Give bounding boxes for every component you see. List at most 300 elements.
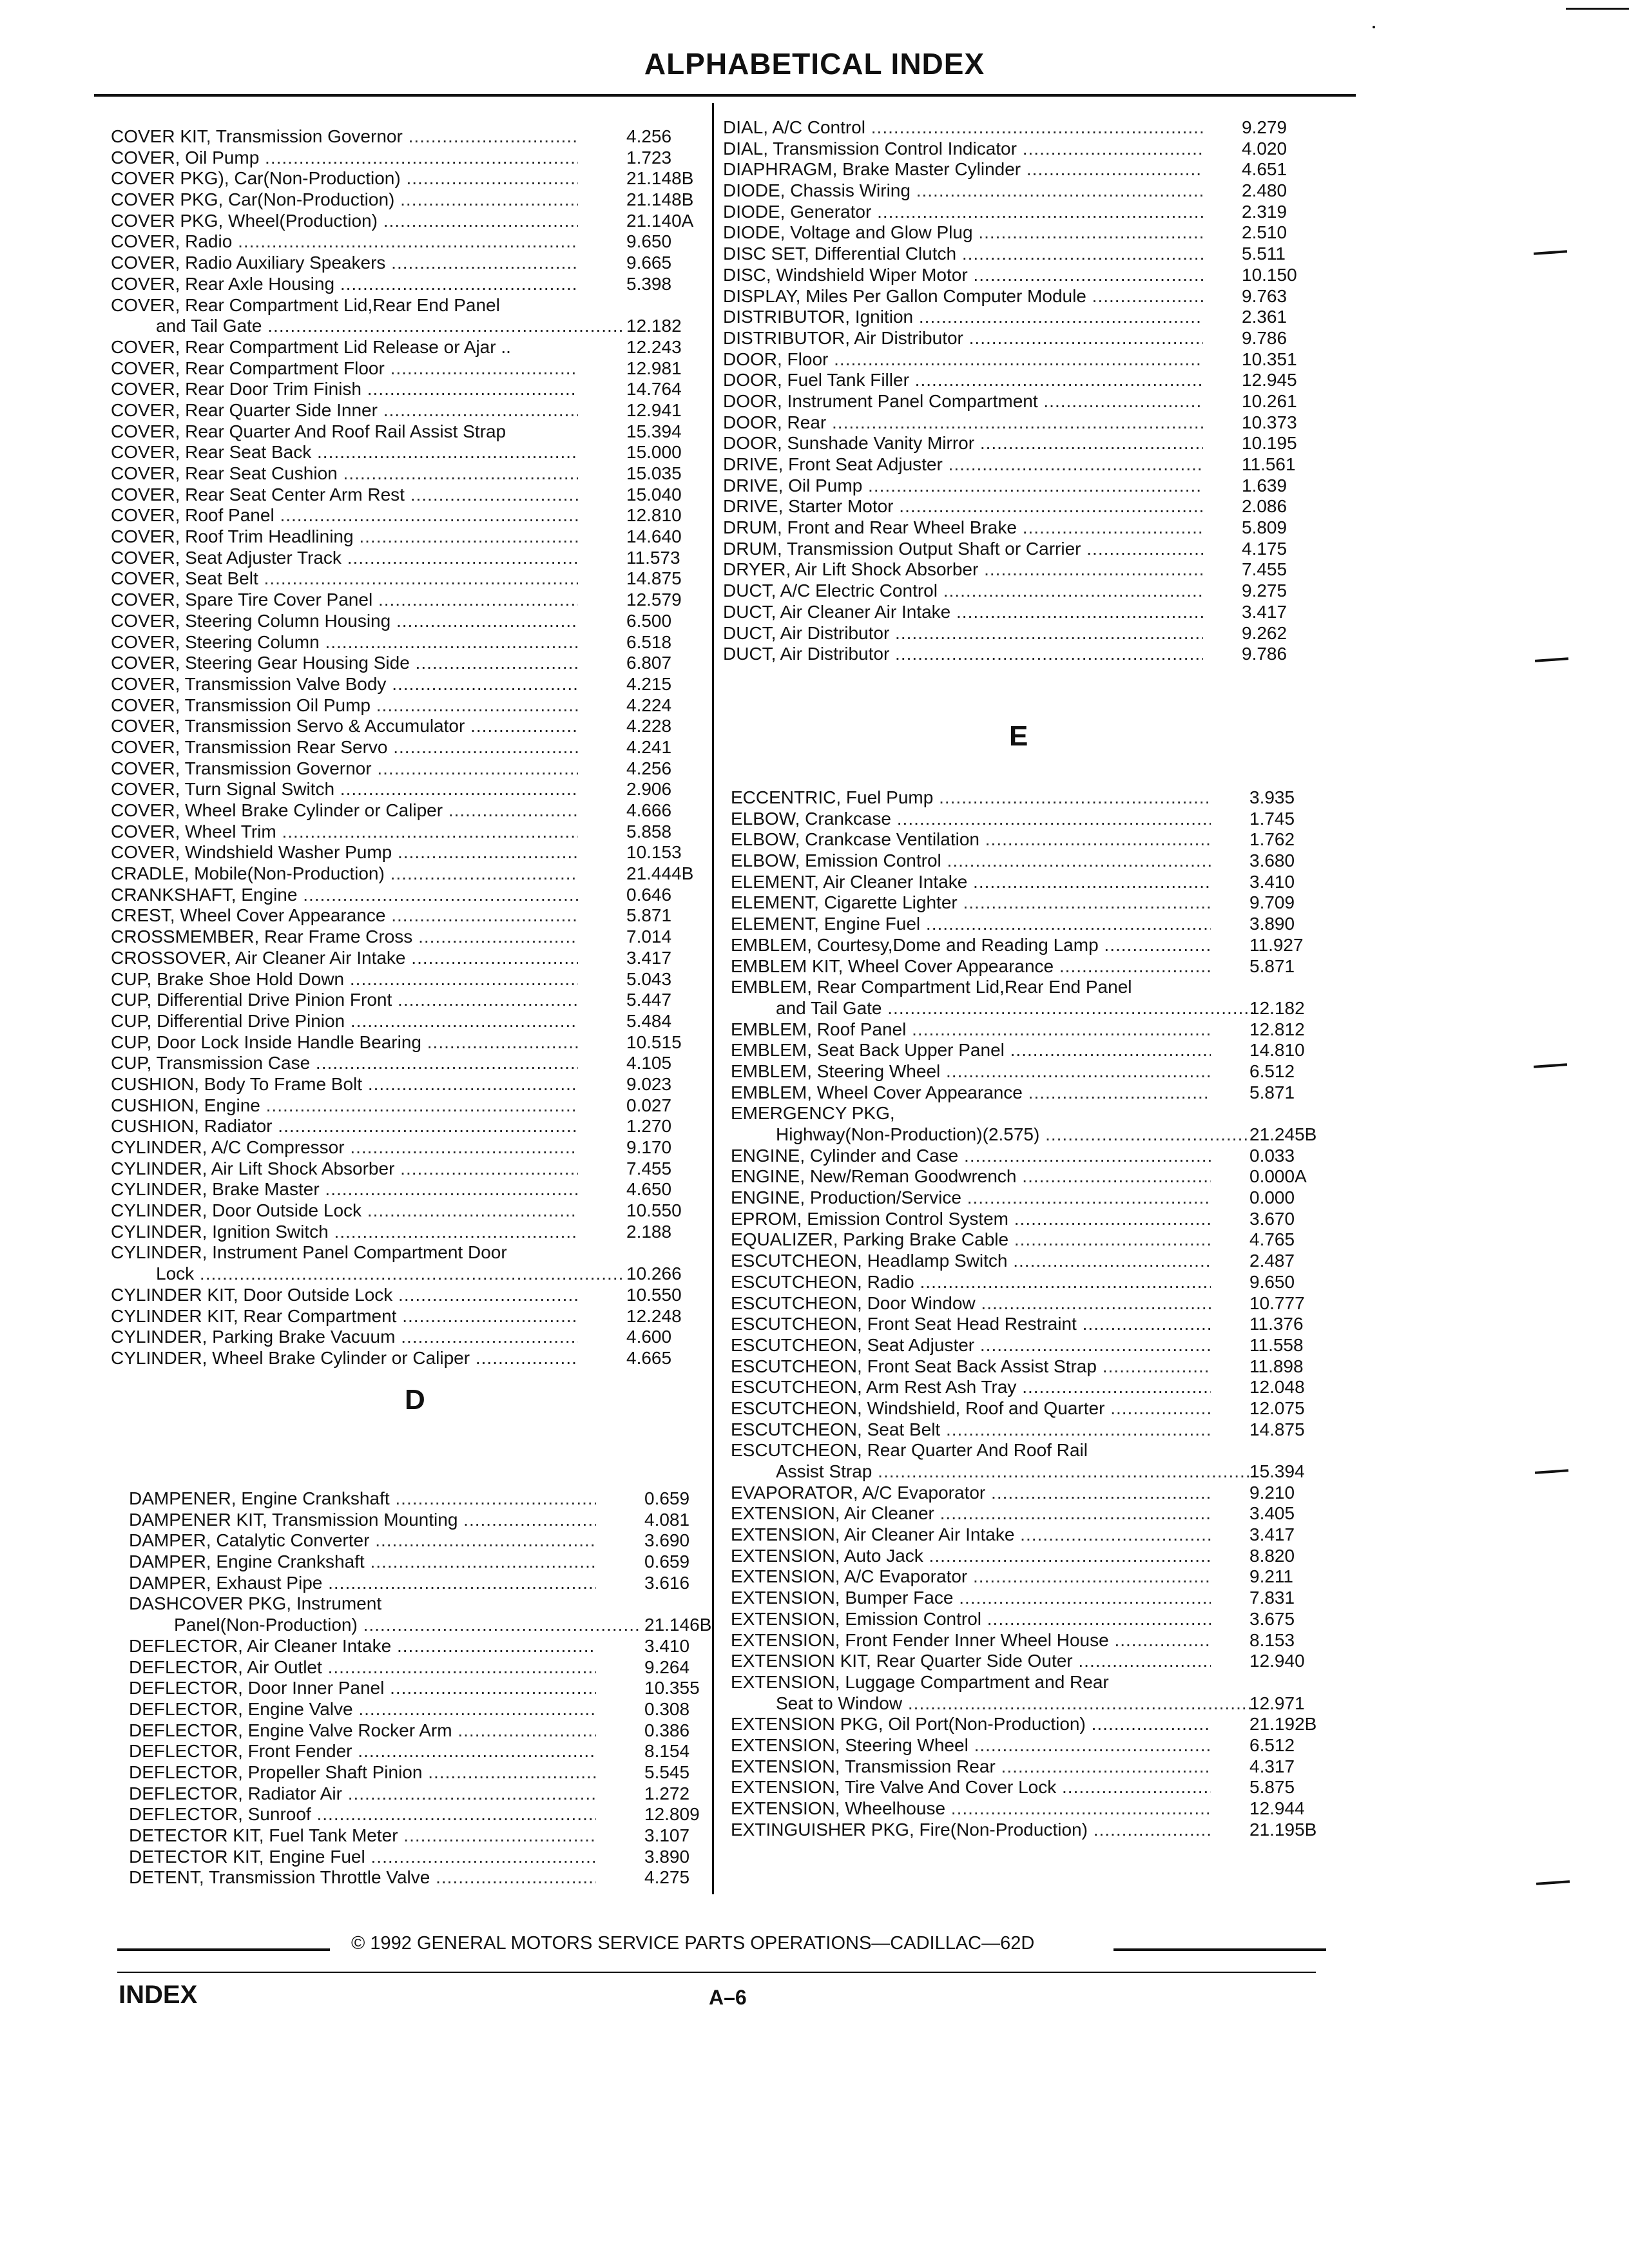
index-entry	[723, 286, 1367, 307]
index-entry	[731, 1019, 1375, 1041]
entry-label: COVER, Windshield Washer Pump .....	[111, 842, 578, 863]
entry-page-ref: 5.875	[1249, 1777, 1295, 1798]
entry-label: EXTENSION, Front Fender Inner Wheel House .....	[731, 1630, 1211, 1651]
entry-page-ref: 0.386	[644, 1720, 690, 1740]
index-entry	[129, 1699, 709, 1720]
entry-label: DEFLECTOR, Air Outlet .....	[129, 1657, 596, 1678]
index-entry	[129, 1510, 709, 1531]
entry-label: ESCUTCHEON, Front Seat Back Assist Strap .....	[731, 1356, 1211, 1378]
entry-label: CUSHION, Engine .....	[111, 1095, 578, 1117]
entry-label: DEFLECTOR, Sunroof .....	[129, 1804, 596, 1825]
entry-label: and Tail Gate .....	[731, 998, 1256, 1019]
entry-page-ref: 11.376	[1249, 1314, 1304, 1334]
index-entry	[111, 969, 710, 990]
index-entry	[731, 1546, 1375, 1567]
index-entry	[731, 998, 1375, 1019]
entry-page-ref: 5.545	[644, 1762, 690, 1782]
index-entry	[111, 590, 710, 611]
entry-label: COVER, Rear Quarter And Roof Rail Assist Strap	[111, 421, 506, 441]
index-entry	[731, 956, 1375, 977]
entry-page-ref: 15.394	[1249, 1461, 1305, 1481]
index-column-c	[111, 126, 710, 1369]
entry-label: COVER, Rear Compartment Lid,Rear End Panel	[111, 294, 500, 315]
entry-label: DOOR, Instrument Panel Compartment .....	[723, 391, 1203, 412]
entry-page-ref: 8.153	[1249, 1629, 1295, 1650]
entry-label: CYLINDER, Ignition Switch .....	[111, 1222, 578, 1243]
entry-page-ref: 11.927	[1249, 934, 1304, 955]
entry-page-ref: 10.153	[626, 842, 682, 863]
entry-page-ref: 7.455	[1242, 559, 1287, 580]
index-entry	[723, 159, 1367, 180]
index-entry	[111, 358, 710, 380]
entry-page-ref: 3.890	[1249, 914, 1295, 934]
index-entry	[129, 1573, 709, 1594]
entry-page-ref: 12.048	[1249, 1377, 1305, 1398]
entry-label: EXTENSION, A/C Evaporator .....	[731, 1566, 1211, 1588]
index-entry	[111, 1264, 710, 1285]
index-entry	[731, 1672, 1375, 1693]
index-entry	[111, 842, 710, 863]
entry-label: CROSSMEMBER, Rear Frame Cross .....	[111, 927, 578, 948]
entry-page-ref: 7.455	[626, 1158, 672, 1178]
index-entry	[111, 148, 710, 169]
entry-label: DIAPHRAGM, Brake Master Cylinder .....	[723, 159, 1203, 180]
index-entry	[111, 168, 710, 189]
entry-label: ELEMENT, Air Cleaner Intake .....	[731, 872, 1211, 893]
index-entry	[129, 1530, 709, 1552]
entry-label: DEFLECTOR, Engine Valve .....	[129, 1699, 596, 1720]
index-entry	[111, 421, 710, 443]
entry-page-ref: 12.981	[626, 358, 682, 378]
entry-page-ref: 21.444B	[626, 863, 694, 884]
index-entry	[129, 1847, 709, 1868]
entry-page-ref: 12.182	[1249, 997, 1305, 1018]
index-entry	[111, 1242, 710, 1264]
index-entry	[129, 1741, 709, 1762]
entry-label: EMBLEM, Courtesy,Dome and Reading Lamp .....	[731, 935, 1211, 956]
entry-label: CUP, Differential Drive Pinion Front .....	[111, 990, 578, 1011]
entry-label: ESCUTCHEON, Rear Quarter And Roof Rail	[731, 1440, 1088, 1461]
entry-page-ref: 1.762	[1249, 829, 1295, 850]
entry-label: Seat to Window .....	[731, 1693, 1256, 1715]
footer-line-left	[117, 1948, 330, 1951]
entry-label: DEFLECTOR, Radiator Air .....	[129, 1783, 596, 1805]
index-entry	[129, 1678, 709, 1699]
entry-page-ref: 21.148B	[626, 168, 694, 189]
entry-label: DISTRIBUTOR, Air Distributor .....	[723, 328, 1203, 349]
entry-label: DEFLECTOR, Propeller Shaft Pinion .....	[129, 1762, 596, 1783]
entry-page-ref: 3.410	[1249, 871, 1295, 892]
entry-page-ref: 9.665	[626, 253, 672, 273]
entry-page-ref: 4.256	[626, 758, 672, 778]
entry-page-ref: 2.361	[1242, 307, 1287, 327]
entry-page-ref: 11.558	[1249, 1334, 1304, 1355]
entry-label: COVER, Rear Seat Back .....	[111, 442, 578, 463]
index-entry	[731, 1588, 1375, 1609]
index-entry	[723, 349, 1367, 370]
entry-page-ref: 9.786	[1242, 327, 1287, 348]
index-entry	[723, 180, 1367, 202]
entry-page-ref: 9.279	[1242, 117, 1287, 137]
entry-page-ref: 10.150	[1242, 264, 1297, 285]
entry-page-ref: 1.723	[626, 147, 672, 168]
index-entry	[111, 927, 710, 948]
entry-page-ref: 0.027	[626, 1095, 672, 1115]
index-entry	[723, 476, 1367, 497]
entry-label: COVER, Rear Seat Cushion .....	[111, 463, 578, 485]
entry-page-ref: 2.480	[1242, 180, 1287, 201]
entry-label: COVER, Rear Seat Center Arm Rest .....	[111, 485, 578, 506]
index-entry	[111, 1306, 710, 1327]
entry-label: COVER, Rear Compartment Lid Release or Ajar ..	[111, 336, 511, 357]
entry-page-ref: 6.807	[626, 653, 672, 673]
index-entry	[111, 1327, 710, 1348]
index-entry	[129, 1804, 709, 1825]
entry-page-ref: 9.211	[1249, 1566, 1293, 1587]
index-entry	[731, 1061, 1375, 1082]
entry-label: EPROM, Emission Control System .....	[731, 1209, 1211, 1230]
entry-label: EXTENSION, Air Cleaner Air Intake .....	[731, 1524, 1211, 1546]
entry-page-ref: 12.579	[626, 590, 682, 610]
entry-label: DAMPER, Exhaust Pipe .....	[129, 1573, 596, 1594]
entry-label: COVER, Radio .....	[111, 231, 578, 253]
index-entry	[111, 485, 710, 506]
entry-page-ref: 12.971	[1249, 1693, 1305, 1713]
entry-page-ref: 9.763	[1242, 285, 1287, 306]
entry-label: COVER, Transmission Oil Pump .....	[111, 695, 578, 716]
entry-page-ref: 2.086	[1242, 496, 1287, 517]
index-entry	[723, 265, 1367, 286]
entry-label: EXTENSION, Air Cleaner .....	[731, 1503, 1211, 1524]
index-entry	[723, 244, 1367, 265]
index-entry	[129, 1783, 709, 1805]
entry-page-ref: 3.410	[644, 1635, 690, 1656]
entry-page-ref: 3.935	[1249, 787, 1295, 807]
entry-label: DOOR, Fuel Tank Filler .....	[723, 370, 1203, 391]
entry-label: COVER, Radio Auxiliary Speakers .....	[111, 253, 578, 274]
entry-label: CUP, Brake Shoe Hold Down .....	[111, 969, 578, 990]
entry-label: and Tail Gate .....	[111, 316, 623, 337]
entry-page-ref: 12.182	[626, 316, 682, 336]
index-entry	[731, 1609, 1375, 1630]
entry-page-ref: 0.033	[1249, 1145, 1295, 1166]
index-entry	[731, 1693, 1375, 1715]
entry-label: DIODE, Chassis Wiring .....	[723, 180, 1203, 202]
index-column-d-upper	[723, 117, 1367, 665]
index-entry	[731, 809, 1375, 830]
entry-label: DEFLECTOR, Engine Valve Rocker Arm .....	[129, 1720, 596, 1742]
index-entry	[731, 1798, 1375, 1820]
entry-page-ref: 21.140A	[626, 210, 694, 231]
index-entry	[731, 1335, 1375, 1356]
entry-page-ref: 15.040	[626, 484, 682, 505]
index-entry	[129, 1552, 709, 1573]
entry-label: ESCUTCHEON, Arm Rest Ash Tray .....	[731, 1377, 1211, 1398]
entry-label: CUP, Differential Drive Pinion .....	[111, 1011, 578, 1032]
index-entry	[111, 548, 710, 569]
entry-label: ESCUTCHEON, Headlamp Switch .....	[731, 1251, 1211, 1272]
entry-page-ref: 14.640	[626, 526, 682, 547]
entry-page-ref: 4.275	[644, 1867, 690, 1888]
entry-label: CYLINDER, Brake Master .....	[111, 1179, 578, 1200]
index-entry	[111, 337, 710, 358]
entry-label: DISC, Windshield Wiper Motor .....	[723, 265, 1203, 286]
index-entry	[111, 442, 710, 463]
entry-label: COVER PKG), Car(Non-Production) .....	[111, 168, 578, 189]
index-entry	[129, 1657, 709, 1678]
entry-label: CYLINDER, Door Outside Lock .....	[111, 1200, 578, 1222]
entry-label: CROSSOVER, Air Cleaner Air Intake .....	[111, 948, 578, 969]
index-entry	[731, 1146, 1375, 1167]
entry-page-ref: 1.745	[1249, 808, 1295, 829]
entry-label: COVER, Rear Compartment Floor .....	[111, 358, 578, 380]
entry-page-ref: 4.665	[626, 1347, 672, 1368]
entry-label: COVER, Seat Adjuster Track .....	[111, 548, 578, 569]
index-entry	[731, 1524, 1375, 1546]
entry-page-ref: 9.210	[1249, 1482, 1295, 1503]
entry-label: CRANKSHAFT, Engine .....	[111, 885, 578, 906]
index-entry	[111, 1011, 710, 1032]
index-entry	[731, 1398, 1375, 1419]
entry-label: DETENT, Transmission Throttle Valve .....	[129, 1867, 596, 1888]
entry-page-ref: 2.188	[626, 1221, 672, 1242]
index-entry	[111, 990, 710, 1011]
entry-label: EXTENSION, Transmission Rear .....	[731, 1756, 1211, 1778]
index-entry	[723, 539, 1367, 560]
entry-label: EXTENSION, Luggage Compartment and Rear	[731, 1671, 1109, 1692]
entry-page-ref: 14.875	[1249, 1419, 1305, 1439]
entry-label: Lock .....	[111, 1264, 623, 1285]
entry-page-ref: 14.764	[626, 379, 682, 399]
entry-page-ref: 1.272	[644, 1783, 690, 1803]
index-entry	[723, 623, 1367, 644]
index-entry	[111, 505, 710, 526]
entry-page-ref: 21.148B	[626, 189, 694, 210]
entry-page-ref: 4.105	[626, 1053, 672, 1073]
entry-page-ref: 4.215	[626, 673, 672, 694]
index-entry	[731, 1419, 1375, 1441]
corner-scan-line	[1566, 8, 1629, 10]
entry-label: DEFLECTOR, Air Cleaner Intake .....	[129, 1636, 596, 1657]
entry-page-ref: 14.875	[626, 568, 682, 589]
entry-page-ref: 6.518	[626, 631, 672, 652]
corner-scan-dot	[1373, 26, 1375, 28]
entry-page-ref: 10.373	[1242, 412, 1297, 432]
entry-page-ref: 10.195	[1242, 433, 1297, 454]
entry-label: EXTENSION PKG, Oil Port(Non-Production) .....	[731, 1714, 1211, 1735]
entry-label: ESCUTCHEON, Door Window .....	[731, 1293, 1211, 1314]
edge-mark	[1535, 1469, 1568, 1474]
entry-label: CYLINDER, Wheel Brake Cylinder or Caliper .....	[111, 1348, 578, 1369]
index-entry	[129, 1488, 709, 1510]
index-entry	[731, 1314, 1375, 1335]
entry-page-ref: 4.224	[626, 695, 672, 715]
entry-label: Assist Strap .....	[731, 1461, 1256, 1483]
entry-label: DIAL, Transmission Control Indicator .....	[723, 139, 1203, 160]
entry-page-ref: 6.512	[1249, 1061, 1295, 1081]
index-entry	[111, 758, 710, 780]
entry-page-ref: 9.786	[1242, 644, 1287, 664]
entry-page-ref: 10.550	[626, 1200, 682, 1221]
entry-label: EXTENSION, Bumper Face .....	[731, 1588, 1211, 1609]
index-entry	[111, 274, 710, 295]
entry-page-ref: 15.000	[626, 442, 682, 463]
index-entry	[111, 1200, 710, 1222]
entry-page-ref: 2.487	[1249, 1251, 1295, 1271]
index-entry	[111, 526, 710, 548]
index-entry	[731, 1251, 1375, 1272]
entry-page-ref: 3.417	[1242, 601, 1287, 622]
entry-page-ref: 5.871	[1249, 1082, 1295, 1102]
index-entry	[111, 253, 710, 274]
entry-label: COVER, Transmission Rear Servo .....	[111, 737, 578, 758]
index-entry	[731, 872, 1375, 893]
index-entry	[129, 1825, 709, 1847]
entry-page-ref: 21.245B	[1249, 1124, 1317, 1144]
entry-label: CYLINDER, Air Lift Shock Absorber .....	[111, 1158, 578, 1180]
index-entry	[111, 737, 710, 758]
entry-label: EQUALIZER, Parking Brake Cable .....	[731, 1229, 1211, 1251]
entry-label: COVER, Rear Quarter Side Inner .....	[111, 400, 578, 421]
entry-label: ESCUTCHEON, Radio .....	[731, 1272, 1211, 1293]
entry-page-ref: 12.812	[1249, 1019, 1305, 1039]
entry-label: CREST, Wheel Cover Appearance .....	[111, 905, 578, 927]
entry-page-ref: 9.023	[626, 1073, 672, 1094]
index-entry	[723, 202, 1367, 223]
index-entry	[731, 977, 1375, 998]
index-entry	[129, 1867, 709, 1888]
index-entry	[111, 1348, 710, 1369]
entry-label: EMBLEM KIT, Wheel Cover Appearance .....	[731, 956, 1211, 977]
entry-label: DRUM, Transmission Output Shaft or Carrier .....	[723, 539, 1203, 560]
entry-page-ref: 5.484	[626, 1010, 672, 1031]
entry-label: ECCENTRIC, Fuel Pump .....	[731, 787, 1211, 809]
entry-label: COVER, Oil Pump .....	[111, 148, 578, 169]
index-entry	[723, 412, 1367, 434]
index-entry	[111, 211, 710, 232]
entry-page-ref: 8.154	[644, 1741, 690, 1762]
index-entry	[111, 948, 710, 969]
index-entry	[129, 1762, 709, 1783]
entry-label: CRADLE, Mobile(Non-Production) .....	[111, 863, 578, 885]
index-entry	[731, 1103, 1375, 1124]
index-entry	[731, 1166, 1375, 1187]
entry-label: ELBOW, Crankcase .....	[731, 809, 1211, 830]
entry-page-ref: 12.941	[626, 399, 682, 420]
index-entry	[723, 454, 1367, 476]
entry-label: COVER, Spare Tire Cover Panel .....	[111, 590, 578, 611]
entry-page-ref: 4.081	[644, 1509, 690, 1530]
index-entry	[723, 328, 1367, 349]
entry-label: DOOR, Floor .....	[723, 349, 1203, 370]
entry-page-ref: 3.670	[1249, 1208, 1295, 1229]
index-entry	[111, 611, 710, 632]
index-entry	[731, 787, 1375, 809]
entry-label: CYLINDER KIT, Door Outside Lock .....	[111, 1285, 578, 1306]
entry-label: COVER, Transmission Governor .....	[111, 758, 578, 780]
entry-label: ESCUTCHEON, Windshield, Roof and Quarter .....	[731, 1398, 1211, 1419]
index-entry	[111, 695, 710, 716]
index-entry	[111, 779, 710, 800]
entry-page-ref: 10.261	[1242, 390, 1297, 411]
index-entry	[731, 850, 1375, 872]
entry-label: ELEMENT, Engine Fuel .....	[731, 914, 1211, 935]
entry-label: COVER, Transmission Servo & Accumulator .....	[111, 716, 578, 737]
index-entry	[731, 1651, 1375, 1672]
index-entry	[731, 1630, 1375, 1651]
entry-page-ref: 11.898	[1249, 1356, 1304, 1376]
entry-page-ref: 3.890	[644, 1846, 690, 1867]
entry-page-ref: 4.317	[1249, 1756, 1295, 1776]
entry-page-ref: 15.394	[626, 421, 682, 441]
entry-page-ref: 21.195B	[1249, 1819, 1317, 1840]
index-entry	[723, 307, 1367, 328]
entry-page-ref: 3.417	[1249, 1524, 1295, 1545]
entry-page-ref: 12.243	[626, 336, 682, 357]
entry-page-ref: 4.600	[626, 1327, 672, 1347]
entry-label: COVER, Steering Gear Housing Side .....	[111, 653, 578, 674]
entry-page-ref: 0.646	[626, 884, 672, 905]
entry-page-ref: 8.820	[1249, 1545, 1295, 1566]
title-rule	[94, 94, 1356, 97]
entry-label: DRIVE, Starter Motor .....	[723, 496, 1203, 517]
entry-page-ref: 9.264	[644, 1657, 690, 1677]
entry-page-ref: 9.650	[1249, 1271, 1295, 1292]
entry-page-ref: 14.810	[1249, 1040, 1305, 1061]
index-entry	[111, 653, 710, 674]
entry-page-ref: 21.146B	[644, 1615, 712, 1635]
entry-page-ref: 10.355	[644, 1678, 700, 1698]
entry-page-ref: 5.043	[626, 968, 672, 989]
index-entry	[723, 644, 1367, 665]
entry-label: DIAL, A/C Control .....	[723, 117, 1203, 139]
index-entry	[723, 559, 1367, 581]
entry-label: EXTINGUISHER PKG, Fire(Non-Production) .....	[731, 1820, 1211, 1841]
index-entry	[731, 1440, 1375, 1461]
index-entry	[111, 1285, 710, 1306]
entry-page-ref: 5.809	[1242, 517, 1287, 538]
index-entry	[731, 1187, 1375, 1209]
page-title: ALPHABETICAL INDEX	[644, 47, 985, 81]
entry-page-ref: 3.680	[1249, 850, 1295, 871]
entry-page-ref: 6.500	[626, 610, 672, 631]
footer-copyright: © 1992 GENERAL MOTORS SERVICE PARTS OPERATIONS—CADILLAC—62D	[351, 1933, 1035, 1954]
entry-page-ref: 2.510	[1242, 222, 1287, 243]
index-entry	[129, 1720, 709, 1742]
entry-label: DAMPENER KIT, Transmission Mounting .....	[129, 1510, 596, 1531]
index-entry	[731, 1377, 1375, 1398]
entry-label: DIODE, Generator .....	[723, 202, 1203, 223]
footer-rule	[117, 1972, 1316, 1973]
index-entry	[111, 1032, 710, 1053]
index-entry	[111, 1222, 710, 1243]
index-column-e	[731, 787, 1375, 1840]
entry-page-ref: 12.945	[1242, 370, 1297, 390]
index-entry	[731, 1293, 1375, 1314]
entry-label: COVER, Seat Belt .....	[111, 568, 578, 590]
entry-label: CYLINDER, Instrument Panel Compartment Door	[111, 1242, 507, 1263]
entry-page-ref: 2.906	[626, 779, 672, 800]
entry-label: EMBLEM, Rear Compartment Lid,Rear End Panel	[731, 977, 1132, 997]
entry-page-ref: 0.000	[1249, 1187, 1295, 1208]
entry-label: COVER, Wheel Brake Cylinder or Caliper .....	[111, 800, 578, 822]
index-entry	[731, 1209, 1375, 1230]
entry-label: Highway(Non-Production)(2.575) .....	[731, 1124, 1256, 1146]
entry-page-ref: 12.944	[1249, 1798, 1305, 1818]
entry-label: EXTENSION, Emission Control .....	[731, 1609, 1211, 1630]
column-divider	[712, 103, 714, 1894]
entry-page-ref: 9.170	[626, 1137, 672, 1157]
